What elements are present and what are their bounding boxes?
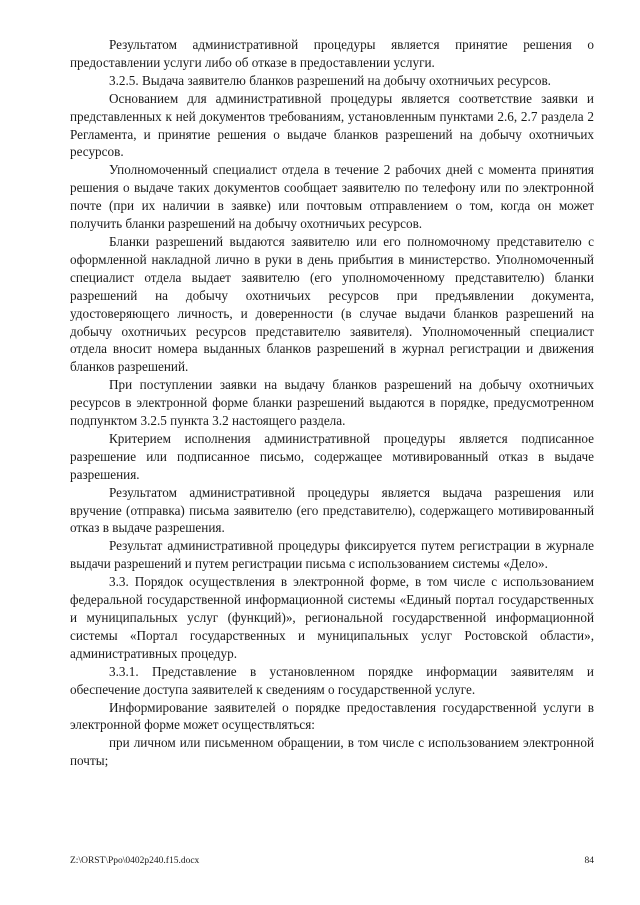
paragraph-result-recording: Результат административной процедуры фиксируется путем регистрации в журнале выдачи разрешений и путем регистрации письма с использованием системы «Дело». [70, 538, 594, 572]
paragraph-basis: Основанием для административной процедуры является соответствие заявки и представленных к ней документов требованиям, установленным пунктами 2.6, 2.7 раздела 2 Регламента, и принятие решения о выдаче бланков разрешений на добычу охотничьих ресурсов. [70, 90, 594, 160]
paragraph-result-decision: Результатом административной процедуры является принятие решения о предоставлении услуги либо об отказе в предоставлении услуги. [70, 37, 594, 70]
paragraph-notification: Уполномоченный специалист отдела в течение 2 рабочих дней с момента принятия решения о выдаче таких документов сообщает заявителю по телефону или по электронной почте (при их наличии в заявке) или почтовым отправлением о том, когда он может получить бланки разрешений на добычу охотничьих ресурсов. [70, 162, 594, 232]
paragraph-result-issuance: Результатом административной процедуры является выдача разрешения или вручение (отправка) письма заявителю (его представителю), содержащего мотивированный отказ в выдаче разрешения. [70, 484, 594, 536]
page-number: 84 [584, 856, 594, 866]
paragraph-3-3-1-heading: 3.3.1. Представление в установленном порядке информации заявителям и обеспечение доступа заявителей к сведениям о государственной услуге. [70, 663, 594, 697]
paragraph-criterion: Критерием исполнения административной процедуры является подписанное разрешение или подписанное письмо, содержащее мотивированный отказ в выдаче разрешения. [70, 430, 594, 482]
footer-file-path: Z:\ORST\Ppo\0402p240.f15.docx [70, 856, 200, 866]
paragraph-issuance: Бланки разрешений выдаются заявителю или его полномочному представителю с оформленной накладной лично в руки в день прибытия в министерство. Уполномоченный специалист отдела выдает заявителю (его уполномоченному представителю) бланки разрешений на добычу охотничьих ресурсов при предъявлении документа, удостоверяющего личность, и доверенности (в случае выдачи бланков разрешений на добычу охотничьих ресурсов представителю заявителя). Уполномоченный специалист отдела вносит номера выданных бланков разрешений в журнал регистрации и движения бланков разрешений. [70, 233, 594, 375]
paragraph-informing: Информирование заявителей о порядке предоставления государственной услуги в электронной форме может осуществляться: [70, 699, 594, 733]
paragraph-personal-request: при личном или письменном обращении, в том числе с использованием электронной почты; [70, 735, 594, 769]
paragraph-3-3-heading: 3.3. Порядок осуществления в электронной форме, в том числе с использованием федеральной государственной информационной системы «Единый портал государственных и муниципальных услуг (функций)», региональной государственной информационной системы «Портал государственных и муниципальных услуг Ростовской области», административных процедур. [70, 574, 594, 661]
document-body [70, 36, 594, 770]
paragraph-electronic-issuance: При поступлении заявки на выдачу бланков разрешений на добычу охотничьих ресурсов в электронной форме бланки разрешений выдаются в порядке, предусмотренном подпунктом 3.2.5 пункта 3.2 настоящего раздела. [70, 377, 594, 429]
paragraph-3-2-5-heading: 3.2.5. Выдача заявителю бланков разрешений на добычу охотничьих ресурсов. [109, 72, 551, 88]
